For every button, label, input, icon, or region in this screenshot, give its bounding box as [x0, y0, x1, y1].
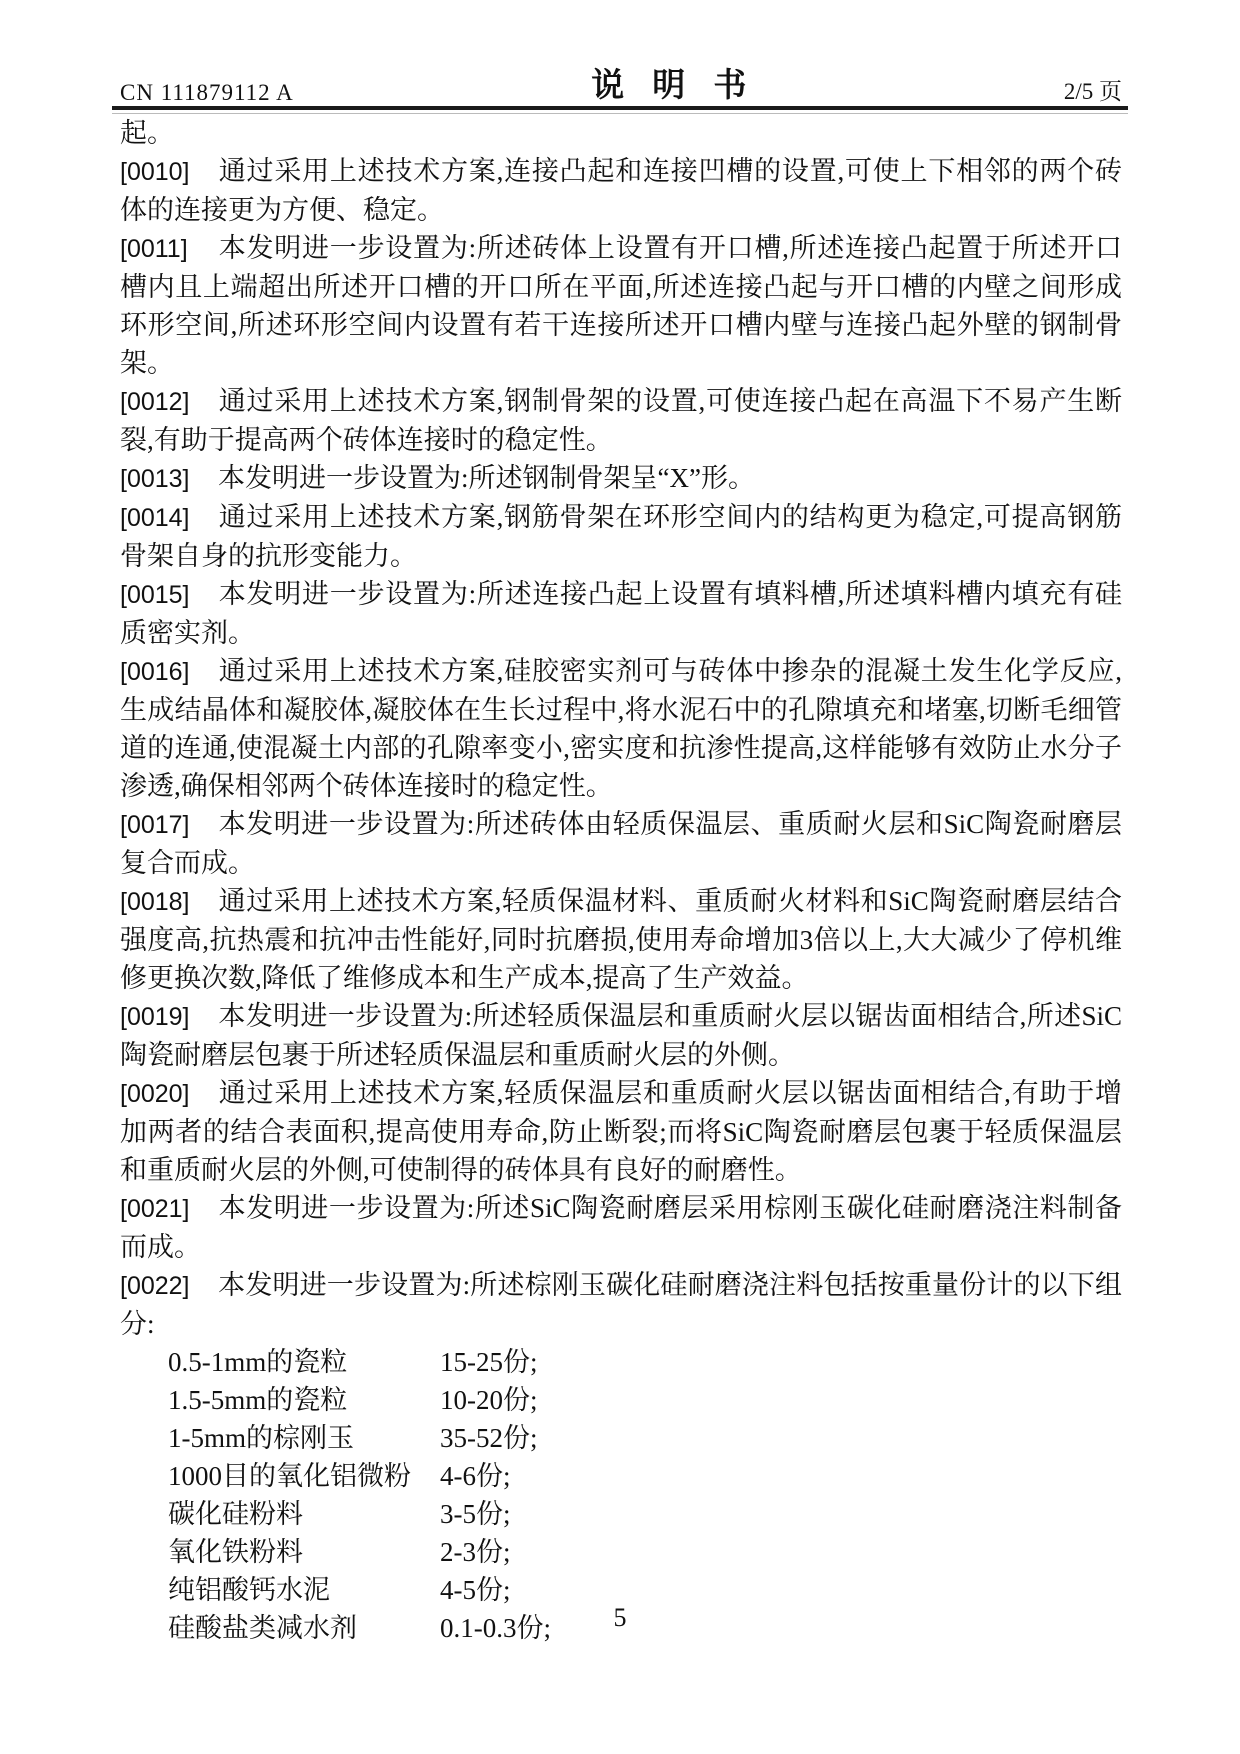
paragraph-tag: [0015]: [120, 581, 190, 609]
component-amount: 2-3份;: [440, 1537, 511, 1567]
composition-row: [120, 1419, 1122, 1457]
paragraph-list: [120, 152, 1122, 1343]
paragraph: [120, 575, 1122, 652]
paragraph-tag: [0012]: [120, 388, 190, 416]
component-name: 硅酸盐类减水剂: [168, 1613, 357, 1643]
paragraph: [120, 382, 1122, 459]
paragraph: [120, 459, 1122, 498]
paragraph: [120, 652, 1122, 805]
paragraph-text: 本发明进一步设置为:所述连接凸起上设置有填料槽,所述填料槽内填充有硅质密实剂。: [120, 579, 1122, 648]
component-amount: 4-5份;: [440, 1575, 511, 1605]
continuation-text: 起。: [120, 118, 174, 148]
paragraph: [120, 152, 1122, 229]
component-amount: 10-20份;: [440, 1385, 538, 1415]
paragraph: [120, 805, 1122, 882]
composition-row: [120, 1533, 1122, 1571]
component-name: 氧化铁粉料: [168, 1537, 303, 1567]
paragraph-text: 本发明进一步设置为:所述砖体上设置有开口槽,所述连接凸起置于所述开口槽内且上端超出所述开口槽的开口所在平面,所述连接凸起与开口槽的内壁之间形成环形空间,所述环形空间内设置有若干连接所述开口槽内壁与连接凸起外壁的钢制骨架。: [120, 233, 1122, 378]
paragraph: [120, 1266, 1122, 1343]
paragraph-text: 本发明进一步设置为:所述钢制骨架呈“X”形。: [218, 463, 755, 493]
component-name: 1-5mm的棕刚玉: [168, 1423, 354, 1453]
paragraph: [120, 229, 1122, 382]
paragraph-text: 通过采用上述技术方案,钢制骨架的设置,可使连接凸起在高温下不易产生断裂,有助于提高两个砖体连接时的稳定性。: [120, 386, 1122, 455]
paragraph: [120, 997, 1122, 1074]
paragraph-tag: [0010]: [120, 158, 190, 186]
page-number: 5: [613, 1603, 627, 1632]
composition-table: [120, 1343, 1122, 1647]
component-amount: 0.1-0.3份;: [440, 1613, 551, 1643]
paragraph-text: 通过采用上述技术方案,连接凸起和连接凹槽的设置,可使上下相邻的两个砖体的连接更为方便、稳定。: [120, 156, 1122, 225]
paragraph-text: 通过采用上述技术方案,轻质保温层和重质耐火层以锯齿面相结合,有助于增加两者的结合表面积,提高使用寿命,防止断裂;而将SiC陶瓷耐磨层包裹于轻质保温层和重质耐火层的外侧,可使制得的砖体具有良好的耐磨性。: [120, 1078, 1122, 1185]
paragraph-tag: [0020]: [120, 1080, 190, 1108]
paragraph-text: 本发明进一步设置为:所述SiC陶瓷耐磨层采用棕刚玉碳化硅耐磨浇注料制备而成。: [120, 1193, 1122, 1262]
page-indicator: 2/5 页: [1063, 79, 1122, 104]
paragraph-tag: [0018]: [120, 888, 190, 916]
component-amount: 15-25份;: [440, 1347, 538, 1377]
component-amount: 35-52份;: [440, 1423, 538, 1453]
composition-row: [120, 1343, 1122, 1381]
page-header: [120, 64, 1122, 106]
doc-number: CN 111879112 A: [120, 80, 294, 105]
paragraph: [120, 498, 1122, 575]
component-amount: 4-6份;: [440, 1461, 511, 1491]
paragraph-tag: [0022]: [120, 1272, 190, 1300]
component-name: 1.5-5mm的瓷粒: [168, 1385, 348, 1415]
component-name: 碳化硅粉料: [168, 1499, 303, 1529]
paragraph-tag: [0021]: [120, 1195, 190, 1223]
page-title: 说明书: [591, 68, 775, 104]
composition-row: [120, 1457, 1122, 1495]
paragraph-text: 通过采用上述技术方案,硅胶密实剂可与砖体中掺杂的混凝土发生化学反应,生成结晶体和凝胶体,凝胶体在生长过程中,将水泥石中的孔隙填充和堵塞,切断毛细管道的连通,使混凝土内部的孔隙率变小,密实度和抗渗性提高,这样能够有效防止水分子渗透,确保相邻两个砖体连接时的稳定性。: [120, 656, 1122, 801]
paragraph-tag: [0016]: [120, 658, 190, 686]
paragraph-text: 本发明进一步设置为:所述棕刚玉碳化硅耐磨浇注料包括按重量份计的以下组分:: [120, 1270, 1122, 1339]
paragraph-tag: [0014]: [120, 504, 190, 532]
paragraph-tag: [0013]: [120, 465, 190, 493]
paragraph-text: 通过采用上述技术方案,钢筋骨架在环形空间内的结构更为稳定,可提高钢筋骨架自身的抗形变能力。: [120, 502, 1122, 571]
paragraph-tag: [0017]: [120, 811, 190, 839]
paragraph-tag: [0019]: [120, 1003, 190, 1031]
composition-row: [120, 1495, 1122, 1533]
paragraph-text: 本发明进一步设置为:所述轻质保温层和重质耐火层以锯齿面相结合,所述SiC陶瓷耐磨层包裹于所述轻质保温层和重质耐火层的外侧。: [120, 1001, 1122, 1070]
document-body: [120, 114, 1122, 1647]
component-amount: 3-5份;: [440, 1499, 511, 1529]
paragraph: [120, 1189, 1122, 1266]
paragraph-text: 本发明进一步设置为:所述砖体由轻质保温层、重质耐火层和SiC陶瓷耐磨层复合而成。: [120, 809, 1122, 878]
component-name: 纯铝酸钙水泥: [168, 1575, 330, 1605]
paragraph-text: 通过采用上述技术方案,轻质保温材料、重质耐火材料和SiC陶瓷耐磨层结合强度高,抗热震和抗冲击性能好,同时抗磨损,使用寿命增加3倍以上,大大减少了停机维修更换次数,降低了维修成本和生产成本,提高了生产效益。: [120, 886, 1122, 993]
paragraph: [120, 882, 1122, 997]
paragraph: [120, 1074, 1122, 1189]
header-rule: [112, 106, 1128, 110]
component-name: 1000目的氧化铝微粉: [168, 1461, 411, 1491]
paragraph-tag: [0011]: [120, 235, 188, 263]
component-name: 0.5-1mm的瓷粒: [168, 1347, 348, 1377]
composition-row: [120, 1381, 1122, 1419]
